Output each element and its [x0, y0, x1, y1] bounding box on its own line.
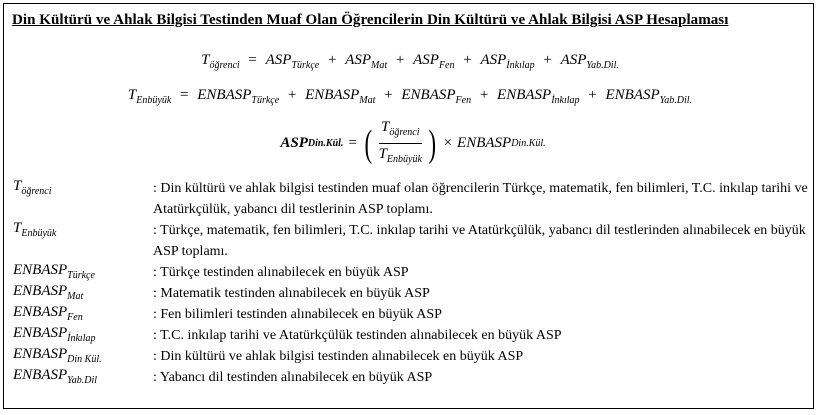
definition-row	[13, 325, 813, 346]
times-operator: ×	[443, 135, 453, 151]
definition-term: $ENBASP_{İnkılap}$	[13, 325, 96, 344]
formula2-term: ENBASP	[401, 87, 456, 103]
formula1-term-sub: Mat	[371, 60, 388, 71]
fraction	[377, 118, 424, 169]
numerator-sub: öğrenci	[389, 127, 420, 138]
fraction-denominator	[377, 144, 424, 169]
definitions-list	[13, 178, 813, 388]
definition-description: : Türkçe, matematik, fen bilimleri, T.C. inkılap tarihi ve Atatürkçülük, yabancı dil testlerinden alınabilecek en büyük ASP toplamı.	[153, 223, 806, 259]
denominator-sub: Enbüyük	[386, 154, 422, 165]
formula2-term: ENBASP	[305, 87, 360, 103]
page-title: Din Kültürü ve Ahlak Bilgisi Testinden Muaf Olan Öğrencilerin Din Kültürü ve Ahlak Bilgisi ASP Hesaplaması	[12, 12, 729, 28]
definition-row	[13, 346, 813, 367]
definition-row	[13, 220, 813, 262]
formula2-term-sub: Türkçe	[251, 95, 280, 106]
definition-description: : Fen bilimleri testinden alınabilecek en büyük ASP	[153, 307, 442, 322]
formula3-lhs-sub: Din.Kül.	[307, 138, 344, 149]
left-paren: (	[364, 122, 373, 165]
definition-row	[13, 283, 813, 304]
formula-t-ogrenci: $T_{öğrenci} = ASP_{Türkçe} + ASP_{Mat} + ASP_{Fen} + ASP_{İnkılap} + ASP_{Yab.Dil.}$	[201, 52, 619, 71]
numerator-var: T	[380, 119, 390, 135]
fraction-numerator	[379, 118, 422, 144]
formula2-term-sub: İnkılap	[551, 95, 580, 106]
formula2-term: ENBASP	[605, 87, 660, 103]
formula2-lhs-sub: Enbüyük	[136, 95, 172, 106]
formula1-term: ASP	[345, 52, 372, 68]
definition-row	[13, 304, 813, 325]
definition-description: : Din kültürü ve ahlak bilgisi testinden alınabilecek en büyük ASP	[153, 349, 524, 364]
definition-description: : Türkçe testinden alınabilecek en büyük ASP	[153, 265, 409, 280]
formula1-term: ASP	[560, 52, 587, 68]
formula-asp-din-kul: ASP Din.Kül. = ( $\frac{T_{öğrenci}}{T_{Enbüyük}}$ ) × ENBASP Din.Kül.	[0, 118, 820, 170]
formula1-term: ASP	[480, 52, 507, 68]
formula1-term-sub: İnkılap	[506, 60, 535, 71]
formula1-term-sub: Türkçe	[291, 60, 320, 71]
definition-row	[13, 178, 813, 220]
formula2-lhs: T	[127, 87, 137, 103]
definition-term: $ENBASP_{Mat}$	[13, 283, 84, 302]
formula1-term-sub: Yab.Dil.	[586, 60, 619, 71]
formula1-lhs: T	[201, 52, 210, 68]
formula2-term-sub: Fen	[455, 95, 472, 106]
definition-term: $ENBASP_{Türkçe}$	[13, 262, 95, 281]
definition-description: : Yabancı dil testinden alınabilecek en büyük ASP	[153, 370, 433, 385]
formula3-lhs: ASP	[280, 135, 308, 151]
formula1-term: ASP	[413, 52, 439, 68]
definition-description: : Din kültürü ve ahlak bilgisi testinden muaf olan öğrencilerin Türkçe, matematik, fen bilimleri, T.C. inkılap tarihi ve Atatürkçülük, yabancı dil testlerinin ASP toplamı.	[153, 181, 808, 217]
formula2-term-sub: Mat	[359, 95, 376, 106]
denominator-var: T	[378, 146, 387, 162]
definition-term: $ENBASP_{Din Kül.}$	[13, 346, 102, 365]
formula1-lhs-sub: öğrenci	[209, 60, 240, 71]
definition-term: $ENBASP_{Fen}$	[13, 304, 83, 323]
right-paren: )	[428, 122, 437, 165]
formula1-term: ASP	[265, 52, 292, 68]
formula-t-enbuyuk: $T_{Enbüyük}$ = $ENBASP_{Türkçe}$ + $ENBASP_{Mat}$ + $ENBASP_{Fen}$ + $ENBASP_{İnkılap}$ + $ENBASP_{Yab.Dil.}$	[127, 87, 693, 106]
definition-row	[13, 262, 813, 283]
formula3-rhs-sub: Din.Kül.	[511, 138, 546, 149]
formula2-term-sub: Yab.Dil.	[659, 95, 693, 106]
definition-term: $ENBASP_{Yab.Dil}$	[13, 367, 98, 386]
definition-row	[13, 367, 813, 388]
formula3-rhs: ENBASP	[457, 135, 512, 151]
formula2-term: ENBASP	[497, 87, 552, 103]
formula2-term: ENBASP	[197, 87, 252, 103]
definition-term: $T_{öğrenci}$	[13, 178, 52, 197]
definition-description: : Matematik testinden alınabilecek en büyük ASP	[153, 286, 430, 301]
formula1-term-sub: Fen	[438, 60, 455, 71]
definition-description: : T.C. inkılap tarihi ve Atatürkçülük testinden alınabilecek en büyük ASP	[153, 328, 562, 343]
definition-term: $T_{Enbüyük}$	[13, 220, 57, 239]
